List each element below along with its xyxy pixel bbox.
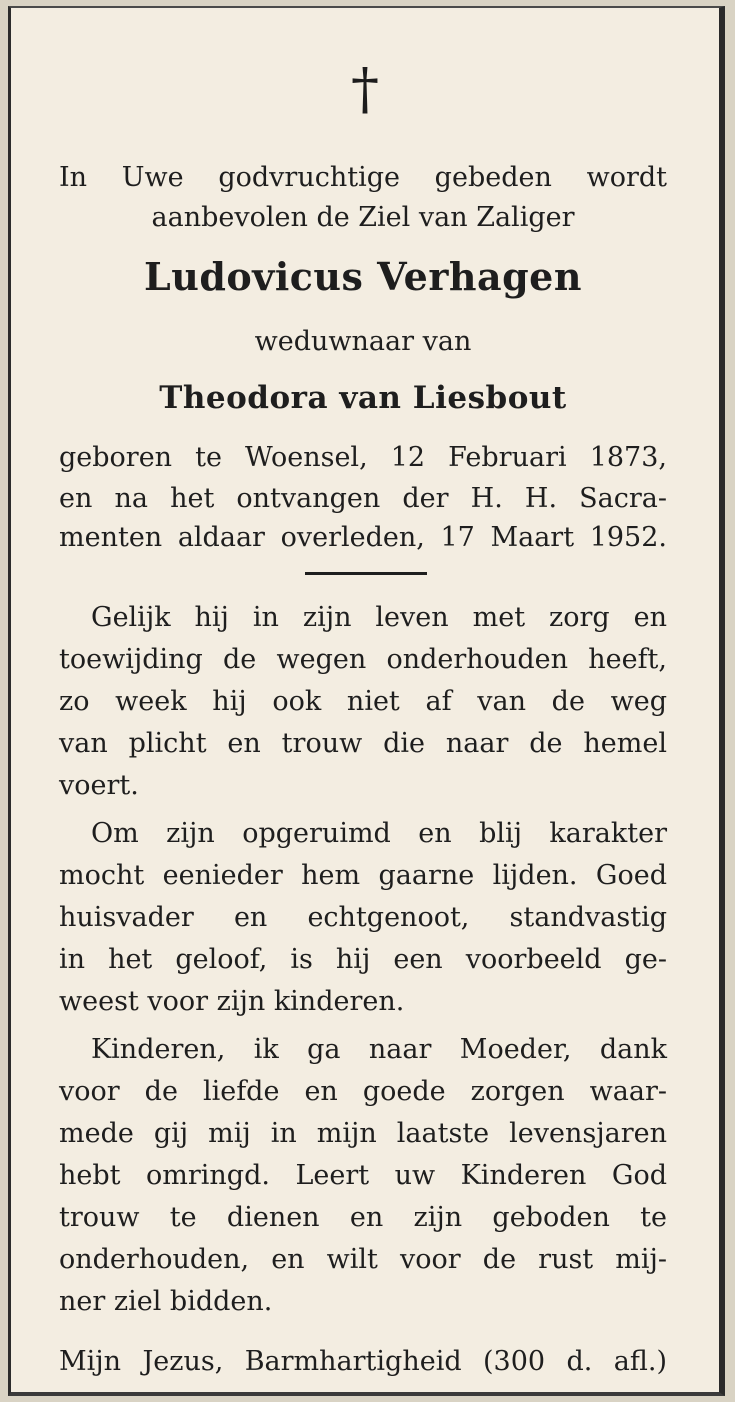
birth-line-3: menten aldaar overleden, 17 Maart 1952. <box>59 522 667 553</box>
relation-text: weduwnaar van <box>254 326 472 357</box>
para3-line-3: mede gij mij in mijn laatste levensjaren <box>59 1118 667 1149</box>
para1-line-5: voert. <box>59 770 139 801</box>
para2-line-1: Om zijn opgeruimd en blij karakter <box>91 818 667 849</box>
para2-line-3: huisvader en echtgenoot, standvastig <box>59 902 667 933</box>
para3-line-7: ner ziel bidden. <box>59 1286 273 1317</box>
intro-line-1: In Uwe godvruchtige gebeden wordt <box>59 162 667 193</box>
intro-line-2: aanbevolen de Ziel van Zaliger <box>151 202 575 233</box>
birth-line-1: geboren te Woensel, 12 Februari 1873, <box>59 442 667 473</box>
para2-line-4: in het geloof, is hij een voorbeeld ge- <box>59 944 667 975</box>
para1-line-4: van plicht en trouw die naar de hemel <box>59 728 667 759</box>
para2-line-5: weest voor zijn kinderen. <box>59 986 405 1017</box>
para3-line-2: voor de liefde en goede zorgen waar- <box>59 1076 667 1107</box>
divider <box>305 572 427 575</box>
cross-icon: † <box>351 57 379 122</box>
para1-line-2: toewijding de wegen onderhouden heeft, <box>59 644 667 675</box>
spouse-name: Theodora van Liesbout <box>159 380 567 416</box>
para1-line-1: Gelijk hij in zijn leven met zorg en <box>91 602 667 633</box>
para3-line-6: onderhouden, en wilt voor de rust mij- <box>59 1244 667 1275</box>
memorial-card <box>8 6 725 1396</box>
para2-line-2: mocht eenieder hem gaarne lijden. Goed <box>59 860 667 891</box>
para3-line-5: trouw te dienen en zijn geboden te <box>59 1202 667 1233</box>
deceased-name: Ludovicus Verhagen <box>144 254 582 299</box>
birth-line-2: en na het ontvangen der H. H. Sacra- <box>59 483 667 514</box>
prayer-line: Mijn Jezus, Barmhartigheid (300 d. afl.) <box>59 1346 667 1377</box>
para1-line-3: zo week hij ook niet af van de weg <box>59 686 667 717</box>
para3-line-1: Kinderen, ik ga naar Moeder, dank <box>91 1034 667 1065</box>
para3-line-4: hebt omringd. Leert uw Kinderen God <box>59 1160 667 1191</box>
